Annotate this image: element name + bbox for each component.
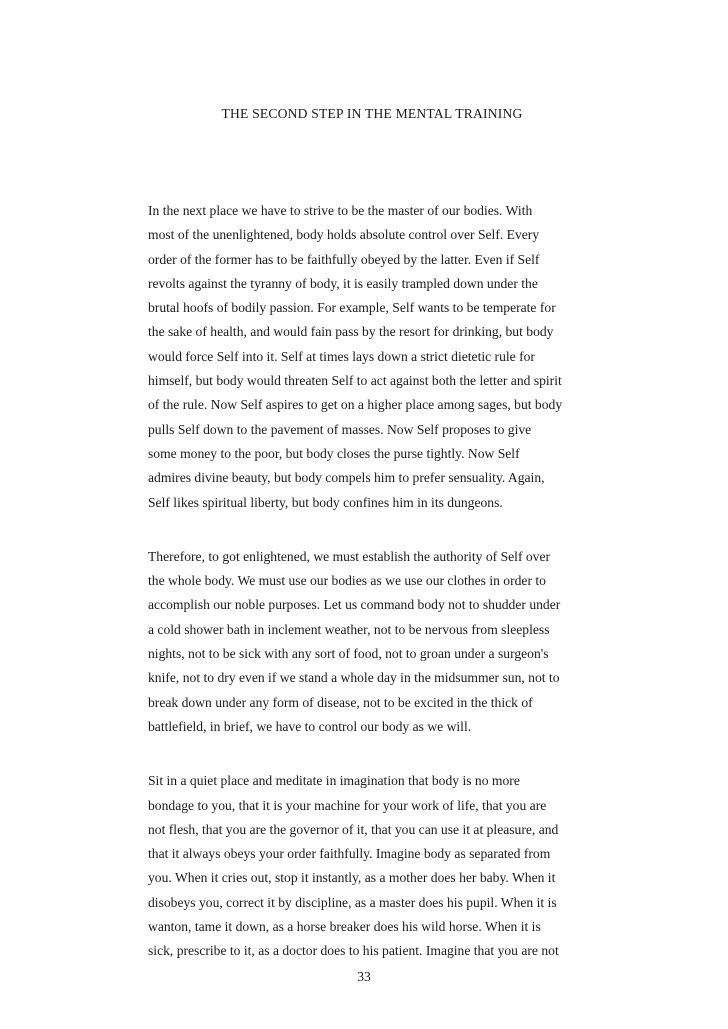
text-line: the whole body. We must use our bodies as we use our clothes in order to — [148, 573, 546, 589]
body-text — [148, 199, 608, 994]
text-line: a cold shower bath in inclement weather, not to be nervous from sleepless — [148, 621, 550, 637]
text-line: order of the former has to be faithfully obeyed by the latter. Even if Self — [148, 251, 540, 267]
text-line: accomplish our noble purposes. Let us command body not to shudder under — [148, 597, 561, 613]
text-line: would force Self into it. Self at times lays down a strict dietetic rule for — [148, 348, 535, 364]
text-line: wanton, tame it down, as a horse breaker does his wild horse. When it is — [148, 919, 541, 935]
text-line: knife, not to dry even if we stand a whole day in the midsummer sun, not to — [148, 670, 560, 686]
text-line: himself, but body would threaten Self to act against both the letter and spirit — [148, 373, 562, 389]
page-number: 33 — [357, 969, 371, 984]
text-line: most of the unenlightened, body holds absolute control over Self. Every — [148, 227, 540, 243]
text-line: pulls Self down to the pavement of masses. Now Self proposes to give — [148, 421, 532, 437]
text-line: In the next place we have to strive to be the master of our bodies. With — [148, 203, 533, 218]
text-line: some money to the poor, but body closes the purse tightly. Now Self — [148, 445, 520, 461]
text-line: disobeys you, correct it by discipline, as a master does his pupil. When it is — [148, 894, 557, 910]
text-line: bondage to you, that it is your machine for your work of life, that you are — [148, 797, 547, 813]
text-line: Self likes spiritual liberty, but body confines him in its dungeons. — [148, 494, 503, 510]
text-line: that it always obeys your order faithfully. Imagine body as separated from — [148, 846, 551, 862]
text-line: you. When it cries out, stop it instantly, as a mother does her baby. When it — [148, 870, 556, 886]
text-line: the sake of health, and would fain pass by the resort for drinking, but body — [148, 324, 554, 340]
paragraph — [148, 199, 608, 515]
paragraph — [148, 769, 608, 963]
paragraph — [148, 545, 608, 739]
text-line: of the rule. Now Self aspires to get on a higher place among sages, but body — [148, 397, 563, 413]
text-line: break down under any form of disease, not to be excited in the thick of — [148, 694, 533, 710]
text-line: not flesh, that you are the governor of it, that you can use it at pleasure, and — [148, 821, 559, 837]
text-line: revolts against the tyranny of body, it is easily trampled down under the — [148, 275, 538, 291]
text-line: nights, not to be sick with any sort of food, not to groan under a surgeon's — [148, 646, 549, 662]
text-line: admires divine beauty, but body compels him to prefer sensuality. Again, — [148, 470, 545, 486]
text-line: sick, prescribe to it, as a doctor does to his patient. Imagine that you are not — [148, 943, 559, 959]
chapter-title: THE SECOND STEP IN THE MENTAL TRAINING — [221, 106, 523, 121]
text-line: Therefore, to got enlightened, we must establish the authority of Self over — [148, 548, 551, 564]
text-line: battlefield, in brief, we have to control our body as we will. — [148, 718, 472, 734]
text-line: Sit in a quiet place and meditate in imagination that body is no more — [148, 773, 520, 789]
text-line: brutal hoofs of bodily passion. For example, Self wants to be temperate for — [148, 300, 556, 316]
